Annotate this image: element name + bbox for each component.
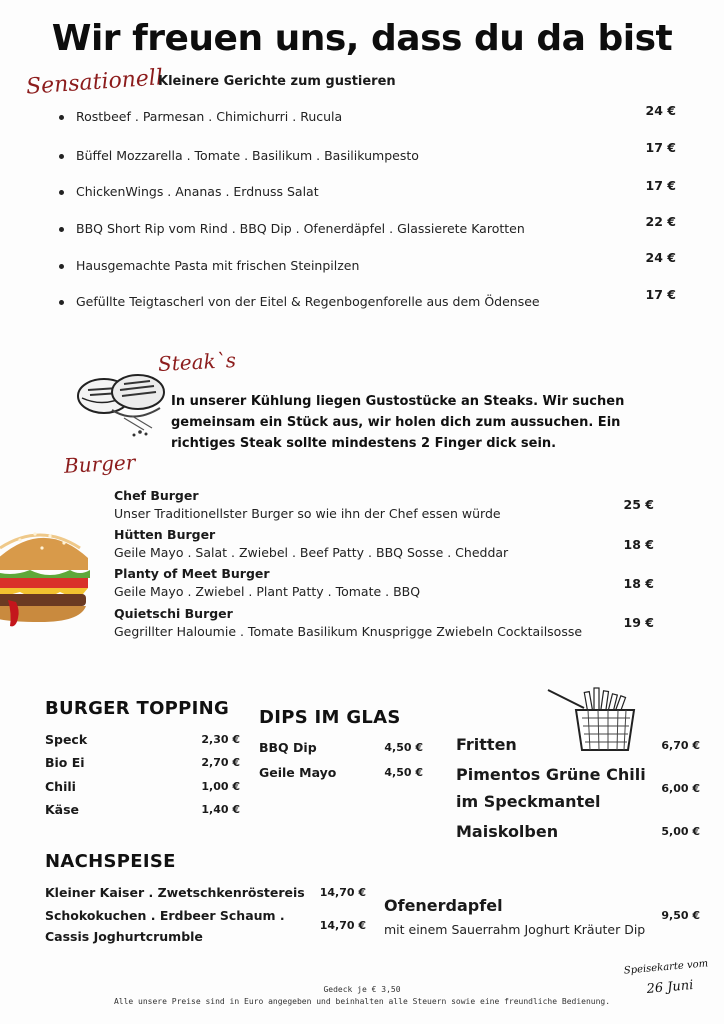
steak-text-line: In unserer Kühlung liegen Gustostücke an Steaks. Wir suchen xyxy=(171,394,625,409)
menu-item-price: 17 € xyxy=(645,287,676,302)
steak-illustration xyxy=(74,368,170,440)
menu-item: Hausgemachte Pasta mit frischen Steinpilzen xyxy=(76,258,360,273)
menu-item-price: 22 € xyxy=(645,214,676,229)
sensationell-heading: Sensationell xyxy=(25,65,164,100)
page-title: Wir freuen uns, dass du da bist xyxy=(51,18,673,59)
nachspeise-heading: NACHSPEISE xyxy=(45,851,176,872)
burger-desc: Geile Mayo . Salat . Zwiebel . Beef Patty . BBQ Sosse . Cheddar xyxy=(114,545,509,560)
topping-item: Speck xyxy=(45,732,88,747)
side-item: Fritten xyxy=(456,735,517,754)
burger-desc: Gegrillter Haloumie . Tomate Basilikum Knusprigge Zwiebeln Cocktailsosse xyxy=(114,624,583,639)
menu-item: ChickenWings . Ananas . Erdnuss Salat xyxy=(76,184,319,199)
topping-item: Chili xyxy=(45,779,76,794)
burger-name: Chef Burger xyxy=(114,488,199,503)
price-note: Alle unsere Preise sind in Euro angegeben und beinhalten alle Steuern sowie eine freundliche Bedienung. xyxy=(113,997,611,1006)
burger-illustration xyxy=(0,518,90,630)
dessert-item: Schokokuchen . Erdbeer Schaum . xyxy=(45,908,285,923)
ofenerdapfel-price: 9,50 € xyxy=(661,909,700,922)
dip-item: Geile Mayo xyxy=(259,765,337,780)
menu-item-price: 17 € xyxy=(645,140,676,155)
burger-price: 25 € xyxy=(623,497,654,512)
dessert-price: 14,70 € xyxy=(319,886,366,899)
burger-price: 18 € xyxy=(623,537,654,552)
side-item: Maiskolben xyxy=(456,822,559,841)
fries-basket-illustration xyxy=(546,686,640,756)
signature-line1: Speisekarte vom xyxy=(623,958,709,977)
side-price: 6,70 € xyxy=(661,739,700,752)
burger-name: Hütten Burger xyxy=(114,527,216,542)
menu-item: BBQ Short Rip vom Rind . BBQ Dip . Ofenerdäpfel . Glassierete Karotten xyxy=(76,221,525,236)
sensationell-subtitle: Kleinere Gerichte zum gustieren xyxy=(158,74,396,89)
dip-item: BBQ Dip xyxy=(259,740,317,755)
side-price: 6,00 € xyxy=(661,782,700,795)
steak-text-line: richtiges Steak sollte mindestens 2 Finger dick sein. xyxy=(171,436,557,451)
menu-item: Rostbeef . Parmesan . Chimichurri . Rucula xyxy=(76,109,343,124)
burger-name: Quietschi Burger xyxy=(114,606,233,621)
dessert-price: 14,70 € xyxy=(319,919,366,932)
topping-price: 2,70 € xyxy=(201,756,240,769)
topping-price: 2,30 € xyxy=(201,733,240,746)
steak-text-line: gemeinsam ein Stück aus, wir holen dich zum aussuchen. Ein xyxy=(171,415,621,430)
dips-heading: DIPS IM GLAS xyxy=(259,707,401,728)
topping-price: 1,40 € xyxy=(201,803,240,816)
ofenerdapfel-desc: mit einem Sauerrahm Joghurt Kräuter Dip xyxy=(384,922,646,937)
side-item: Pimentos Grüne Chili xyxy=(456,765,646,784)
ofenerdapfel-name: Ofenerdapfel xyxy=(384,896,503,915)
topping-item: Käse xyxy=(45,802,80,817)
menu-item-price: 24 € xyxy=(645,103,676,118)
burger-heading: Burger xyxy=(63,450,136,478)
topping-heading: BURGER TOPPING xyxy=(45,698,230,719)
topping-item: Bio Ei xyxy=(45,755,85,770)
steaks-heading: Steak`s xyxy=(157,347,237,377)
menu-item: Büffel Mozzarella . Tomate . Basilikum . Basilikumpesto xyxy=(76,148,419,163)
signature-line2: 26 Juni xyxy=(646,977,694,998)
burger-price: 18 € xyxy=(623,576,654,591)
side-price: 5,00 € xyxy=(661,825,700,838)
burger-desc: Geile Mayo . Zwiebel . Plant Patty . Tomate . BBQ xyxy=(114,584,421,599)
burger-name: Planty of Meet Burger xyxy=(114,566,270,581)
burger-desc: Unser Traditionellster Burger so wie ihn der Chef essen würde xyxy=(114,506,501,521)
gedeck-note: Gedeck je € 3,50 xyxy=(323,985,401,994)
menu-item-price: 17 € xyxy=(645,178,676,193)
topping-price: 1,00 € xyxy=(201,780,240,793)
dessert-item: Cassis Joghurtcrumble xyxy=(45,929,203,944)
menu-item: Gefüllte Teigtascherl von der Eitel & Regenbogenforelle aus dem Ödensee xyxy=(76,294,540,309)
dip-price: 4,50 € xyxy=(384,766,423,779)
side-item: im Speckmantel xyxy=(456,792,601,811)
dip-price: 4,50 € xyxy=(384,741,423,754)
dessert-item: Kleiner Kaiser . Zwetschkenröstereis xyxy=(45,885,305,900)
menu-item-price: 24 € xyxy=(645,250,676,265)
burger-price: 19 € xyxy=(623,615,654,630)
